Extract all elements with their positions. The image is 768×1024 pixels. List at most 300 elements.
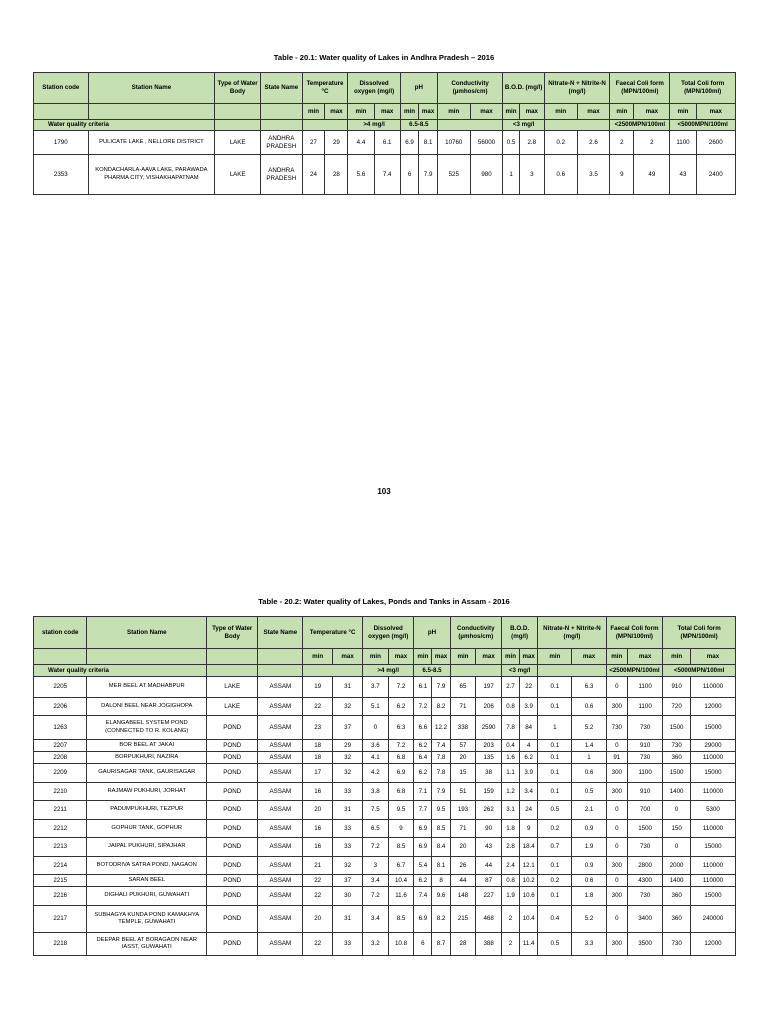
table-row bbox=[34, 740, 736, 752]
table-cell: 6.8 bbox=[388, 752, 414, 764]
table-cell: 6.2 bbox=[388, 698, 414, 716]
table-cell: ASSAM bbox=[258, 820, 303, 838]
table-cell: 0 bbox=[606, 820, 627, 838]
table-cell: 44 bbox=[476, 857, 502, 875]
table-cell: ASSAM bbox=[258, 740, 303, 752]
table-cell: 2 bbox=[501, 906, 519, 933]
table-cell: ASSAM bbox=[258, 875, 303, 887]
table-cell: 16 bbox=[303, 838, 333, 857]
criteria-row bbox=[34, 120, 736, 131]
table-cell: 22 bbox=[303, 875, 333, 887]
column-header: Station code bbox=[34, 73, 89, 104]
table-cell: 1 bbox=[503, 155, 519, 195]
min-label: min bbox=[663, 649, 691, 665]
table-cell: 0 bbox=[606, 801, 627, 820]
table-row bbox=[34, 752, 736, 764]
table-cell: 0.1 bbox=[538, 677, 572, 698]
table-cell: 1500 bbox=[627, 820, 662, 838]
table-row bbox=[34, 677, 736, 698]
table-cell: 7.1 bbox=[414, 783, 432, 801]
table-cell: 3.8 bbox=[363, 783, 389, 801]
station-name-cell: GOPHUR TANK, GOPHUR bbox=[87, 820, 207, 838]
table-cell: 1.9 bbox=[572, 838, 606, 857]
table-cell: 197 bbox=[476, 677, 502, 698]
table-cell: 20 bbox=[303, 906, 333, 933]
table-cell: 2590 bbox=[476, 716, 502, 740]
table-cell: 8.5 bbox=[432, 820, 450, 838]
table-cell: 8.1 bbox=[419, 131, 438, 155]
station-code-cell: 2215 bbox=[34, 875, 87, 887]
table-cell: 206 bbox=[476, 698, 502, 716]
empty-cell bbox=[207, 665, 258, 677]
table-cell: 730 bbox=[627, 887, 662, 906]
table-cell: 300 bbox=[606, 764, 627, 783]
table-cell: 9 bbox=[388, 820, 414, 838]
table-cell: 84 bbox=[520, 716, 538, 740]
table-cell: 3.9 bbox=[520, 698, 538, 716]
table-cell: 6.9 bbox=[414, 906, 432, 933]
table-cell: ASSAM bbox=[258, 838, 303, 857]
table-cell: 300 bbox=[606, 783, 627, 801]
table-cell: 5.2 bbox=[572, 716, 606, 740]
table-cell: 10.4 bbox=[388, 875, 414, 887]
table-cell: 3400 bbox=[627, 906, 662, 933]
table-cell: 0 bbox=[606, 838, 627, 857]
table-cell: 4300 bbox=[627, 875, 662, 887]
table-cell: 16 bbox=[303, 820, 333, 838]
table-cell: 730 bbox=[663, 740, 691, 752]
table-cell: 51 bbox=[450, 783, 476, 801]
table-cell: 980 bbox=[470, 155, 503, 195]
table-cell: 1100 bbox=[627, 764, 662, 783]
table-cell: 1100 bbox=[670, 131, 696, 155]
max-label: max bbox=[388, 649, 414, 665]
table-cell: 1.4 bbox=[572, 740, 606, 752]
table-cell: 910 bbox=[663, 677, 691, 698]
table-cell: 38 bbox=[476, 764, 502, 783]
table-cell: 90 bbox=[476, 820, 502, 838]
table-cell: 3 bbox=[519, 155, 544, 195]
table-cell: 26 bbox=[450, 857, 476, 875]
table-cell: 3.4 bbox=[363, 875, 389, 887]
max-label: max bbox=[519, 104, 544, 120]
table-cell: 18 bbox=[303, 740, 333, 752]
station-name-cell: RAJMAW PUKHURI, JORHAT bbox=[87, 783, 207, 801]
criteria-label: Water quality criteria bbox=[34, 120, 215, 131]
table-cell: 9 bbox=[610, 155, 634, 195]
table-cell: LAKE bbox=[207, 677, 258, 698]
table-cell: 15000 bbox=[691, 716, 736, 740]
table-cell: 6.9 bbox=[414, 820, 432, 838]
table-cell: 5.2 bbox=[572, 906, 606, 933]
table-cell: 7.8 bbox=[432, 752, 450, 764]
empty-cell bbox=[538, 665, 606, 677]
table-cell: 110000 bbox=[691, 783, 736, 801]
table2 bbox=[33, 616, 736, 956]
table-cell: 29 bbox=[333, 740, 363, 752]
column-header: Station Name bbox=[88, 73, 215, 104]
station-code-cell: 2209 bbox=[34, 764, 87, 783]
table-cell: 21 bbox=[303, 857, 333, 875]
table-cell: 33 bbox=[333, 933, 363, 956]
station-code-cell: 2218 bbox=[34, 933, 87, 956]
station-code-cell: 2210 bbox=[34, 783, 87, 801]
table-cell: 4.1 bbox=[363, 752, 389, 764]
empty-cell bbox=[302, 120, 348, 131]
table-cell: 6.1 bbox=[414, 677, 432, 698]
table-cell: 2 bbox=[610, 131, 634, 155]
table-cell: 56000 bbox=[470, 131, 503, 155]
station-name-cell: PULICATE LAKE , NELLORE DISTRICT bbox=[88, 131, 215, 155]
min-max-row bbox=[34, 649, 736, 665]
table-cell: 6.6 bbox=[414, 716, 432, 740]
table-cell: 7.2 bbox=[363, 887, 389, 906]
table-cell: 110000 bbox=[691, 677, 736, 698]
table-row bbox=[34, 764, 736, 783]
table-cell: 22 bbox=[303, 698, 333, 716]
column-header: Station Name bbox=[87, 617, 207, 649]
table-cell: 4.4 bbox=[348, 131, 374, 155]
station-name-cell: DALONI BEEL NEAR JOGIGHOPA bbox=[87, 698, 207, 716]
table-cell: 8.7 bbox=[432, 933, 450, 956]
table-cell: 17 bbox=[303, 764, 333, 783]
station-name-cell: DEEPAR BEEL AT BORAGAON NEAR IASST, GUWAHATI bbox=[87, 933, 207, 956]
table-cell: 12.2 bbox=[432, 716, 450, 740]
table-cell: 18 bbox=[303, 752, 333, 764]
table-row bbox=[34, 887, 736, 906]
table-cell: 0.8 bbox=[501, 698, 519, 716]
table-cell: 27 bbox=[302, 131, 325, 155]
empty-cell bbox=[450, 665, 501, 677]
min-max-row bbox=[34, 104, 736, 120]
empty-cell bbox=[544, 120, 610, 131]
table2-title: Table - 20.2: Water quality of Lakes, Ponds and Tanks in Assam - 2016 bbox=[258, 597, 510, 606]
table-cell: POND bbox=[207, 716, 258, 740]
table-cell: 7.4 bbox=[414, 887, 432, 906]
table-cell: POND bbox=[207, 838, 258, 857]
table-cell: 11.4 bbox=[520, 933, 538, 956]
table-cell: 20 bbox=[303, 801, 333, 820]
empty-cell bbox=[437, 120, 503, 131]
table-cell: 4.2 bbox=[363, 764, 389, 783]
column-header: Dissolved oxygen (mg/l) bbox=[348, 73, 400, 104]
min-label: min bbox=[450, 649, 476, 665]
table-cell: 730 bbox=[606, 716, 627, 740]
column-header: Faecal Coli form (MPN/100ml) bbox=[606, 617, 663, 649]
table-cell: POND bbox=[207, 906, 258, 933]
table-cell: 0.5 bbox=[538, 801, 572, 820]
table-cell: 22 bbox=[303, 933, 333, 956]
table-cell: 0.9 bbox=[572, 857, 606, 875]
table-cell: ASSAM bbox=[258, 698, 303, 716]
table-cell: 10.2 bbox=[520, 875, 538, 887]
table-cell: 87 bbox=[476, 875, 502, 887]
criteria-label: Water quality criteria bbox=[34, 665, 207, 677]
max-label: max bbox=[634, 104, 670, 120]
table-cell: 360 bbox=[663, 906, 691, 933]
min-label: min bbox=[544, 104, 577, 120]
column-header: Type of Water Body bbox=[207, 617, 258, 649]
max-label: max bbox=[470, 104, 503, 120]
table-cell: 3.3 bbox=[572, 933, 606, 956]
table-cell: 44 bbox=[450, 875, 476, 887]
criteria-total: <5000MPN/100ml bbox=[670, 120, 736, 131]
max-label: max bbox=[325, 104, 348, 120]
table-cell: 1.1 bbox=[501, 764, 519, 783]
table-cell: 135 bbox=[476, 752, 502, 764]
table-cell: 2000 bbox=[663, 857, 691, 875]
table-cell: 300 bbox=[606, 933, 627, 956]
table-cell: 0 bbox=[606, 677, 627, 698]
table-cell: 1400 bbox=[663, 783, 691, 801]
table-cell: 20 bbox=[450, 752, 476, 764]
table-cell: 6.3 bbox=[572, 677, 606, 698]
station-code-cell: 1263 bbox=[34, 716, 87, 740]
table1-title: Table - 20.1: Water quality of Lakes in Andhra Pradesh – 2016 bbox=[273, 53, 495, 62]
table-cell: 33 bbox=[333, 838, 363, 857]
table-cell: 8 bbox=[432, 875, 450, 887]
station-code-cell: 1790 bbox=[34, 131, 89, 155]
table-cell: 360 bbox=[663, 752, 691, 764]
table-cell: 0.2 bbox=[544, 131, 577, 155]
table-cell: 720 bbox=[663, 698, 691, 716]
table-cell: 0.4 bbox=[538, 906, 572, 933]
table-cell: 7.9 bbox=[432, 783, 450, 801]
max-label: max bbox=[691, 649, 736, 665]
table-cell: 6.9 bbox=[414, 838, 432, 857]
table-cell: 33 bbox=[333, 783, 363, 801]
criteria-do: >4 mg/l bbox=[363, 665, 414, 677]
table-cell: 0.2 bbox=[538, 875, 572, 887]
min-label: min bbox=[538, 649, 572, 665]
table-cell: LAKE bbox=[215, 131, 261, 155]
table-row bbox=[34, 820, 736, 838]
column-header: station code bbox=[34, 617, 87, 649]
table-cell: 0.6 bbox=[572, 764, 606, 783]
table-cell: 110000 bbox=[691, 820, 736, 838]
table-cell: ASSAM bbox=[258, 752, 303, 764]
table-cell: 28 bbox=[450, 933, 476, 956]
min-label: min bbox=[501, 649, 519, 665]
table-cell: 32 bbox=[333, 698, 363, 716]
table-cell: 7.2 bbox=[388, 740, 414, 752]
table-cell: 1100 bbox=[627, 698, 662, 716]
table-cell: 0.7 bbox=[538, 838, 572, 857]
table-cell: 7.7 bbox=[414, 801, 432, 820]
station-code-cell: 2205 bbox=[34, 677, 87, 698]
table-cell: 0 bbox=[363, 716, 389, 740]
table-cell: 8.2 bbox=[432, 698, 450, 716]
criteria-bod: <3 mg/l bbox=[503, 120, 544, 131]
table-cell: 3.1 bbox=[501, 801, 519, 820]
column-header: Total Coli form (MPN/100ml) bbox=[663, 617, 736, 649]
station-name-cell: KONDACHARLA-AAVA LAKE, PARAWADA PHARMA CITY, VISHAKHAPATNAM bbox=[88, 155, 215, 195]
table-cell: 1.8 bbox=[501, 820, 519, 838]
min-label: min bbox=[606, 649, 627, 665]
table-cell: 5.1 bbox=[363, 698, 389, 716]
table-row bbox=[34, 698, 736, 716]
max-label: max bbox=[374, 104, 400, 120]
table-cell: 19 bbox=[303, 677, 333, 698]
table-cell: 525 bbox=[437, 155, 470, 195]
table-cell: 1 bbox=[538, 716, 572, 740]
table-cell: 29000 bbox=[691, 740, 736, 752]
table-cell: LAKE bbox=[207, 698, 258, 716]
table-cell: 2800 bbox=[627, 857, 662, 875]
table-cell: 31 bbox=[333, 906, 363, 933]
table-cell: 1.6 bbox=[501, 752, 519, 764]
table-cell: 28 bbox=[325, 155, 348, 195]
table-cell: 32 bbox=[333, 764, 363, 783]
table-cell: POND bbox=[207, 801, 258, 820]
table-cell: 18.4 bbox=[520, 838, 538, 857]
min-label: min bbox=[503, 104, 519, 120]
column-header: Nitrate-N + Nitrite-N (mg/l) bbox=[544, 73, 610, 104]
min-label: min bbox=[437, 104, 470, 120]
table-cell: POND bbox=[207, 752, 258, 764]
column-header: Temperature °C bbox=[302, 73, 348, 104]
table-cell: 0 bbox=[606, 906, 627, 933]
table-cell: 6.2 bbox=[414, 764, 432, 783]
table-cell: 6.5 bbox=[363, 820, 389, 838]
table-cell: 6.7 bbox=[388, 857, 414, 875]
criteria-bod: <3 mg/l bbox=[501, 665, 537, 677]
table-cell: 0 bbox=[606, 740, 627, 752]
table-cell: 1 bbox=[572, 752, 606, 764]
table-cell: 360 bbox=[663, 887, 691, 906]
table-cell: 1.2 bbox=[501, 783, 519, 801]
empty-cell bbox=[34, 104, 89, 120]
table-cell: 300 bbox=[606, 857, 627, 875]
station-name-cell: BOR BEEL AT JAKAI bbox=[87, 740, 207, 752]
table-cell: 150 bbox=[663, 820, 691, 838]
table-cell: 43 bbox=[670, 155, 696, 195]
table-cell: 7.5 bbox=[363, 801, 389, 820]
table-cell: 15000 bbox=[691, 887, 736, 906]
table-cell: ASSAM bbox=[258, 764, 303, 783]
table-row bbox=[34, 131, 736, 155]
table-cell: 37 bbox=[333, 716, 363, 740]
table-cell: 12.1 bbox=[520, 857, 538, 875]
criteria-ph: 6.5-8.5 bbox=[414, 665, 450, 677]
table-cell: 110000 bbox=[691, 857, 736, 875]
table-cell: 159 bbox=[476, 783, 502, 801]
table-cell: 3 bbox=[363, 857, 389, 875]
station-code-cell: 2208 bbox=[34, 752, 87, 764]
table-cell: 6 bbox=[400, 155, 419, 195]
table-cell: 2.7 bbox=[501, 677, 519, 698]
table-cell: 2.4 bbox=[501, 857, 519, 875]
table-cell: 22 bbox=[303, 887, 333, 906]
station-code-cell: 2353 bbox=[34, 155, 89, 195]
table-cell: 0.6 bbox=[572, 698, 606, 716]
table-cell: 0.6 bbox=[544, 155, 577, 195]
table-cell: ASSAM bbox=[258, 677, 303, 698]
station-name-cell: SUBHAGYA KUNDA POND KAMAKHYA TEMPLE, GUWAHATI bbox=[87, 906, 207, 933]
table-cell: 2.8 bbox=[501, 838, 519, 857]
table-cell: 24 bbox=[520, 801, 538, 820]
table-cell: 6.8 bbox=[388, 783, 414, 801]
table-cell: 0.4 bbox=[501, 740, 519, 752]
column-header: B.O.D. (mg/l) bbox=[503, 73, 544, 104]
table-cell: 1.8 bbox=[572, 887, 606, 906]
station-code-cell: 2207 bbox=[34, 740, 87, 752]
table-cell: 30 bbox=[333, 887, 363, 906]
station-name-cell: DIGHALI PUKHURI, GUWAHATI bbox=[87, 887, 207, 906]
empty-cell bbox=[215, 120, 261, 131]
table-cell: 33 bbox=[333, 820, 363, 838]
table-cell: 6 bbox=[414, 933, 432, 956]
table-cell: 0.5 bbox=[538, 933, 572, 956]
table-cell: 240000 bbox=[691, 906, 736, 933]
min-label: min bbox=[610, 104, 634, 120]
table-cell: 300 bbox=[606, 887, 627, 906]
station-code-cell: 2213 bbox=[34, 838, 87, 857]
min-label: min bbox=[400, 104, 419, 120]
table-cell: 91 bbox=[606, 752, 627, 764]
table-cell: 31 bbox=[333, 677, 363, 698]
station-name-cell: GAURISAGAR TANK, GAURISAGAR bbox=[87, 764, 207, 783]
table-cell: 0 bbox=[663, 838, 691, 857]
empty-cell bbox=[303, 665, 363, 677]
table-cell: 8.4 bbox=[432, 838, 450, 857]
table-cell: 730 bbox=[627, 838, 662, 857]
table-cell: 11.6 bbox=[388, 887, 414, 906]
column-header: Total Coli form (MPN/100ml) bbox=[670, 73, 736, 104]
criteria-ph: 6.5-8.5 bbox=[400, 120, 437, 131]
table-cell: 1500 bbox=[663, 764, 691, 783]
table-cell: 3.7 bbox=[363, 677, 389, 698]
criteria-faecal: <2500MPN/100ml bbox=[606, 665, 663, 677]
table-cell: 6.1 bbox=[374, 131, 400, 155]
table-cell: 9.6 bbox=[432, 887, 450, 906]
table-cell: ASSAM bbox=[258, 801, 303, 820]
column-header: B.O.D. (mg/l) bbox=[501, 617, 537, 649]
station-code-cell: 2211 bbox=[34, 801, 87, 820]
table-cell: 0.1 bbox=[538, 764, 572, 783]
column-header: pH bbox=[400, 73, 437, 104]
table-cell: 300 bbox=[606, 698, 627, 716]
table-cell: POND bbox=[207, 933, 258, 956]
empty-cell bbox=[258, 649, 303, 665]
station-name-cell: BORPUKHURI, NAZIRA bbox=[87, 752, 207, 764]
table-cell: 22 bbox=[520, 677, 538, 698]
table-cell: 15000 bbox=[691, 764, 736, 783]
table-cell: 49 bbox=[634, 155, 670, 195]
table-cell: ASSAM bbox=[258, 716, 303, 740]
station-name-cell: BOTODRIVA SATRA POND, NAGAON bbox=[87, 857, 207, 875]
table-cell: 6.2 bbox=[414, 740, 432, 752]
max-label: max bbox=[432, 649, 450, 665]
empty-cell bbox=[261, 104, 302, 120]
min-label: min bbox=[363, 649, 389, 665]
empty-cell bbox=[87, 649, 207, 665]
table-cell: 57 bbox=[450, 740, 476, 752]
empty-cell bbox=[34, 649, 87, 665]
min-label: min bbox=[414, 649, 432, 665]
table-cell: 0 bbox=[606, 875, 627, 887]
table-cell: 2.6 bbox=[577, 131, 610, 155]
table-cell: 0.1 bbox=[538, 752, 572, 764]
table-cell: 2.1 bbox=[572, 801, 606, 820]
table-cell: POND bbox=[207, 875, 258, 887]
max-label: max bbox=[333, 649, 363, 665]
table-cell: 9 bbox=[520, 820, 538, 838]
table-cell: 71 bbox=[450, 698, 476, 716]
table-cell: 65 bbox=[450, 677, 476, 698]
table-cell: 8.5 bbox=[388, 838, 414, 857]
table-cell: 7.9 bbox=[419, 155, 438, 195]
